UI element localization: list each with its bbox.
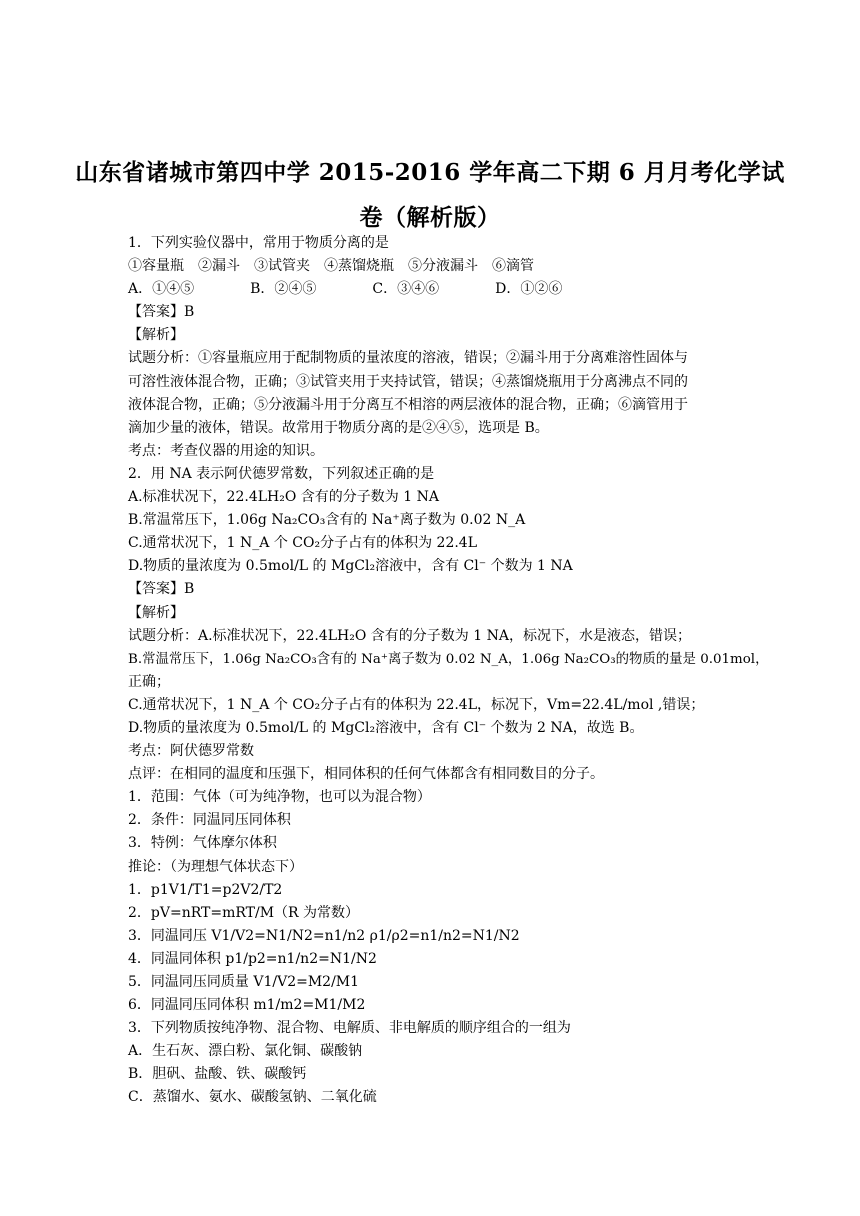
analysis-text: 滴加少量的液体，错误。故常用于物质分离的是②④⑤，选项是 B。	[128, 419, 549, 436]
inference-item: 2．pV=nRT=mRT/M（R 为常数）	[128, 904, 360, 921]
question-2-option-a: A.标准状况下，22.4LH₂O 含有的分子数为 1 NA	[128, 489, 439, 506]
comment-text: 点评：在相同的温度和压强下，相同体积的任何气体都含有相同数目的分子。	[128, 766, 604, 783]
inference-item: 4．同温同体积 p1/p2=n1/n2=N1/N2	[128, 950, 377, 967]
comment-item: 1．范围：气体（可为纯净物，也可以为混合物）	[128, 789, 431, 806]
inference-heading: 推论：（为理想气体状态下）	[128, 858, 303, 875]
knowledge-point: 考点：阿伏德罗常数	[128, 743, 254, 760]
inference-item: 6．同温同压同体积 m1/m2=M1/M2	[128, 997, 366, 1014]
comment-item: 2．条件：同温同压同体积	[128, 812, 291, 829]
question-1-items: ①容量瓶 ②漏斗 ③试管夹 ④蒸馏烧瓶 ⑤分液漏斗 ⑥滴管	[128, 258, 534, 275]
question-2-option-d: D.物质的量浓度为 0.5mol/L 的 MgCl₂溶液中，含有 Cl⁻ 个数为 1 NA	[128, 558, 573, 575]
document-title-line-2: 卷（解析版）	[359, 204, 501, 231]
question-3-option-b: B．胆矾、盐酸、铁、碳酸钙	[128, 1066, 307, 1083]
analysis-text: 液体混合物，正确；⑤分液漏斗用于分离互不相溶的两层液体的混合物，正确；⑥滴管用于	[128, 396, 688, 413]
analysis-text: C.通常状况下，1 N_A 个 CO₂分子占有的体积为 22.4L，标况下，Vm=22.4L/mol ,错误；	[128, 696, 705, 713]
inference-item: 5．同温同压同质量 V1/V2=M2/M1	[128, 974, 360, 990]
question-1-options: A．①④⑤ B．②④⑤ C．③④⑥ D．①②⑥	[128, 281, 563, 298]
analysis-label: 【解析】	[128, 604, 184, 621]
question-1-stem: 1．下列实验仪器中，常用于物质分离的是	[128, 235, 389, 251]
document-title-line-1: 山东省诸城市第四中学 2015-2016 学年高二下期 6 月月考化学试	[75, 159, 785, 186]
inference-item: 1．p1V1/T1=p2V2/T2	[128, 881, 283, 898]
analysis-text: 正确；	[128, 673, 170, 690]
comment-item: 3．特例：气体摩尔体积	[128, 835, 277, 852]
question-3-option-a: A．生石灰、漂白粉、氯化铜、碳酸钠	[128, 1043, 363, 1060]
question-3-stem: 3．下列物质按纯净物、混合物、电解质、非电解质的顺序组合的一组为	[128, 1020, 571, 1037]
question-2-stem: 2．用 NA 表示阿伏德罗常数，下列叙述正确的是	[128, 465, 435, 482]
question-2-option-b: B.常温常压下，1.06g Na₂CO₃含有的 Na⁺离子数为 0.02 N_A	[128, 512, 526, 529]
inference-item: 3．同温同压 V1/V2=N1/N2=n1/n2 ρ1/ρ2=n1/n2=N1/N2	[128, 927, 520, 944]
analysis-label: 【解析】	[128, 327, 184, 344]
analysis-text: 可溶性液体混合物，正确；③试管夹用于夹持试管，错误；④蒸馏烧瓶用于分离沸点不同的	[128, 373, 688, 390]
analysis-text: 试题分析：①容量瓶应用于配制物质的量浓度的溶液，错误；②漏斗用于分离难溶性固体与	[128, 350, 688, 367]
knowledge-point: 考点：考查仪器的用途的知识。	[128, 442, 324, 459]
analysis-text: D.物质的量浓度为 0.5mol/L 的 MgCl₂溶液中，含有 Cl⁻ 个数为 2 NA，故选 B。	[128, 719, 644, 736]
document-body	[128, 232, 769, 1110]
answer-label: 【答案】B	[128, 581, 195, 598]
answer-label: 【答案】B	[128, 304, 195, 321]
analysis-text: 试题分析：A.标准状况下，22.4LH₂O 含有的分子数为 1 NA，标况下，水是液态，错误；	[128, 627, 691, 644]
question-3-option-c: C．蒸馏水、氨水、碳酸氢钠、二氧化硫	[128, 1089, 377, 1106]
question-2-option-c: C.通常状况下，1 N_A 个 CO₂分子占有的体积为 22.4L	[128, 535, 478, 552]
analysis-text: B.常温常压下，1.06g Na₂CO₃含有的 Na⁺离子数为 0.02 N_A，1.06g Na₂CO₃的物质的量是 0.01mol，	[128, 651, 769, 667]
